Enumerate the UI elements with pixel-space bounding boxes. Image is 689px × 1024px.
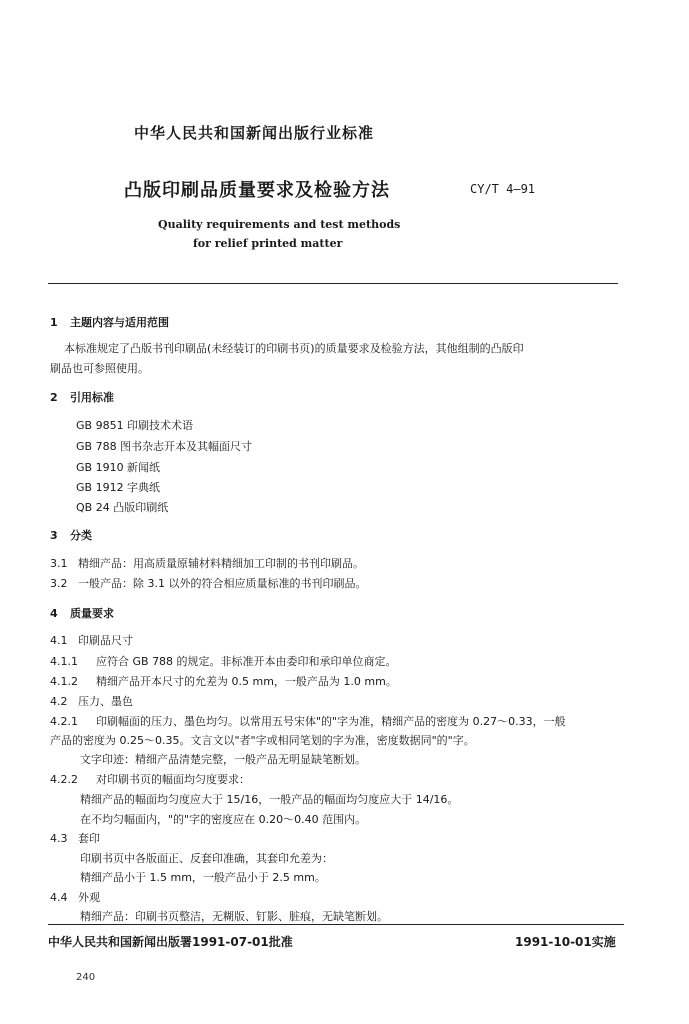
section-4-title: 质量要求 (70, 607, 114, 620)
clause-number: 4.1.2 (50, 675, 78, 688)
clause-4-3 (50, 830, 100, 846)
section-1-para-line-1: 本标准规定了凸版书刊印刷品(未经装订的印刷书页)的质量要求及检验方法，其他组制的凸版印 (64, 342, 524, 355)
clause-4-2-2-line-2: 精细产品的幅面均匀度应大于 15/16，一般产品的幅面均匀度应大于 14/16。 (80, 793, 459, 806)
english-title-line-1: Quality requirements and test methods (158, 218, 401, 231)
implementation-date: 1991-10-01实施 (515, 935, 616, 949)
clause-text: 应符合 GB 788 的规定。非标准开本由委印和承印单位商定。 (96, 655, 397, 668)
section-1-title: 主题内容与适用范围 (70, 316, 169, 329)
clause-4-2 (50, 693, 133, 709)
clause-4-2-1-line-2: 产品的密度为 0.25～0.35。文言文以"者"字或相同笔划的字为准，密度数据同"的"字。 (50, 734, 475, 747)
top-divider (48, 283, 618, 284)
clause-text: 精细产品：用高质量原辅材料精细加工印制的书刊印刷品。 (78, 557, 364, 570)
clause-text: 印刷品尺寸 (78, 634, 133, 647)
clause-text: 精细产品开本尺寸的允差为 0.5 mm，一般产品为 1.0 mm。 (96, 675, 397, 688)
clause-number: 3.2 (50, 577, 68, 590)
clause-number: 4.4 (50, 891, 68, 904)
section-1-number: 1 (50, 316, 58, 329)
clause-4-4 (50, 889, 100, 905)
clause-text: 一般产品：除 3.1 以外的符合相应质量标准的书刊印刷品。 (78, 577, 367, 590)
section-4-number: 4 (50, 607, 58, 620)
clause-number: 4.2.1 (50, 715, 78, 728)
clause-number: 4.1 (50, 634, 68, 647)
clause-text: 印刷幅面的压力、墨色均匀。以常用五号宋体"的"字为准，精细产品的密度为 0.27～0.33，一般 (96, 715, 566, 728)
issuing-organization: 中华人民共和国新闻出版行业标准 (134, 124, 375, 142)
clause-4-1 (50, 632, 133, 648)
reference-item: GB 788 图书杂志开本及其幅面尺寸 (76, 440, 253, 453)
document-title: 凸版印刷品质量要求及检验方法 (124, 180, 390, 201)
approval-line: 中华人民共和国新闻出版署1991-07-01批准 (48, 935, 293, 949)
clause-4-3-line-2: 印刷书页中各版面正、反套印准确，其套印允差为： (80, 852, 333, 865)
section-2-title: 引用标准 (70, 391, 114, 404)
clause-number: 4.2 (50, 695, 68, 708)
clause-4-4-line-2: 精细产品：印刷书页整洁，无糊版、钉影、脏痕，无缺笔断划。 (80, 910, 388, 923)
reference-item: GB 1912 字典纸 (76, 481, 161, 494)
clause-3-2 (50, 575, 367, 591)
reference-item: GB 9851 印刷技术术语 (76, 419, 194, 432)
clause-4-2-2-line-3: 在不均匀幅面内，"的"字的密度应在 0.20～0.40 范围内。 (80, 813, 367, 826)
page-number: 240 (76, 972, 96, 983)
clause-number: 3.1 (50, 557, 68, 570)
clause-number: 4.3 (50, 832, 68, 845)
english-title-line-2: for relief printed matter (193, 237, 343, 250)
section-3-heading (50, 527, 92, 543)
reference-item: GB 1910 新闻纸 (76, 461, 161, 474)
clause-text: 对印刷书页的幅面均匀度要求： (96, 773, 250, 786)
clause-4-1-1 (50, 653, 397, 669)
clause-text: 套印 (78, 832, 100, 845)
clause-4-2-2 (50, 771, 250, 787)
clause-3-1 (50, 555, 364, 571)
reference-item: QB 24 凸版印刷纸 (76, 501, 169, 514)
clause-4-1-2 (50, 673, 397, 689)
clause-4-2-1-line-3: 文字印迹：精细产品清楚完整，一般产品无明显缺笔断划。 (80, 753, 366, 766)
standard-code: CY/T 4—91 (470, 182, 536, 196)
section-4-heading (50, 605, 114, 621)
clause-number: 4.2.2 (50, 773, 78, 786)
clause-4-3-line-3: 精细产品小于 1.5 mm，一般产品小于 2.5 mm。 (80, 871, 326, 884)
clause-4-2-1 (50, 713, 566, 729)
section-2-number: 2 (50, 391, 58, 404)
section-2-heading (50, 389, 114, 405)
section-1-heading (50, 314, 169, 330)
section-3-number: 3 (50, 529, 58, 542)
clause-text: 压力、墨色 (78, 695, 133, 708)
clause-number: 4.1.1 (50, 655, 78, 668)
section-3-title: 分类 (70, 529, 92, 542)
section-1-para-line-2: 刷品也可参照使用。 (50, 362, 149, 375)
bottom-divider (48, 924, 624, 925)
clause-text: 外观 (78, 891, 100, 904)
